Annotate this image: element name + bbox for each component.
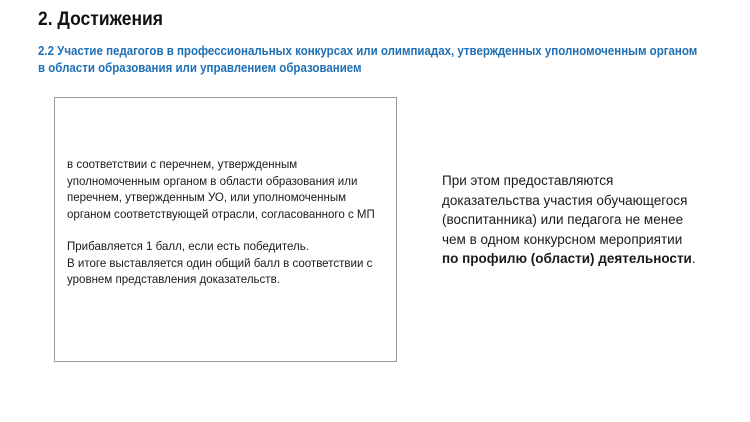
- evidence-bold-text: по профилю (области) деятельности: [442, 251, 692, 266]
- criteria-line: перечнем, утвержденным УО, или уполномоченным: [67, 190, 347, 204]
- evidence-line: чем в одном конкурсном мероприятии: [442, 231, 683, 247]
- criteria-line: органом соответствующей отрасли, согласованного с МП: [67, 206, 375, 221]
- criteria-line: уполномоченным органом в области образования или: [67, 173, 358, 188]
- scoring-line: уровнем представления доказательств.: [67, 272, 280, 286]
- evidence-tail: .: [691, 251, 696, 266]
- section-subtitle: [38, 43, 719, 77]
- criteria-box: [54, 97, 397, 362]
- evidence-note: [442, 171, 742, 269]
- scoring-line: Прибавляется 1 балл, если есть победитель.: [67, 239, 309, 253]
- evidence-line: При этом предоставляются: [442, 173, 614, 188]
- evidence-line-last: [442, 249, 742, 269]
- criteria-line: в соответствии с перечнем, утвержденным: [67, 157, 298, 171]
- paragraph-gap: [67, 222, 393, 238]
- subtitle-line-1: 2.2 Участие педагогов в профессиональных конкурсах или олимпиадах, утвержденных уполномоченным органом: [38, 44, 698, 58]
- slide-title: 2. Достижения: [38, 9, 163, 30]
- evidence-line: доказательства участия обучающегося: [442, 192, 688, 208]
- scoring-line: В итоге выставляется один общий балл в соответствии с: [67, 255, 373, 270]
- subtitle-line-2: в области образования или управлением образованием: [38, 61, 362, 75]
- evidence-line: (воспитанника) или педагога не менее: [442, 212, 684, 227]
- criteria-text: [67, 156, 393, 288]
